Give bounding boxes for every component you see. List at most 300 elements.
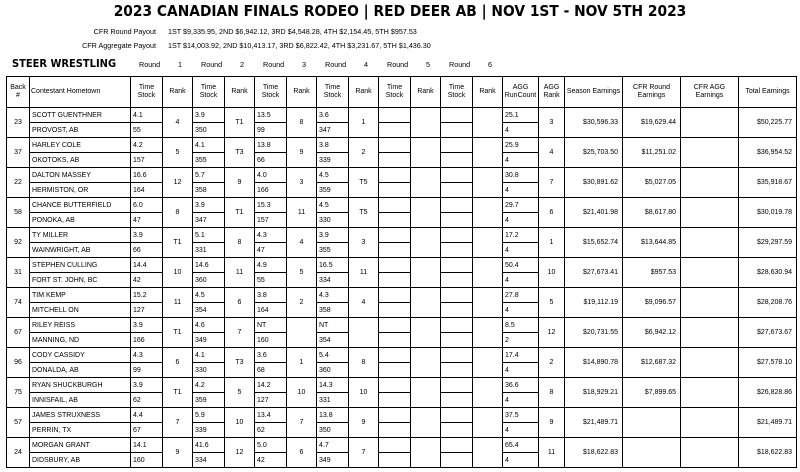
round-1-time: 14.1 [131,438,163,453]
agg-run-count: 4 [503,183,539,198]
round-1-rank: 11 [163,288,193,318]
round-2-rank: T3 [225,138,255,168]
round-1-time: 4.4 [131,408,163,423]
round-6-rank [473,288,503,318]
back-number: 57 [7,408,30,438]
contestant-name: MORGAN GRANT [30,438,131,453]
agg-time: 65.4 [503,438,539,453]
round-4-stock: 349 [317,453,349,468]
cfr-agg-earnings [681,258,739,288]
agg-run-count: 4 [503,213,539,228]
round-3-stock: 68 [255,363,287,378]
agg-run-count: 4 [503,423,539,438]
round-6-stock [441,183,473,198]
round-4-time: 3.6 [317,108,349,123]
round-4-time: 13.8 [317,408,349,423]
season-earnings: $30,596.33 [565,108,623,138]
round-3-rank: 11 [287,198,317,228]
agg-time: 8.5 [503,318,539,333]
cfr-agg-earnings [681,378,739,408]
contestant-name: STEPHEN CULLING [30,258,131,273]
round-3-time: 13.8 [255,138,287,153]
cfr-round-earnings: $9,096.57 [623,288,681,318]
agg-run-count: 4 [503,243,539,258]
round-2-time: 4.6 [193,318,225,333]
round-3-stock: 99 [255,123,287,138]
round-5-rank [411,318,441,348]
round-5-time [379,198,411,213]
round-1-stock: 55 [131,123,163,138]
round-2-rank: 6 [225,288,255,318]
round-5-time [379,258,411,273]
col-round-5-rank: Rank [411,77,441,108]
round-4-time: 4.3 [317,288,349,303]
table-row [7,318,797,333]
round-5-rank [411,258,441,288]
cfr-round-earnings: $5,027.05 [623,168,681,198]
round-4-label: Round [325,60,347,69]
round-5-stock [379,153,411,168]
season-earnings: $21,489.71 [565,408,623,438]
season-earnings: $30,891.62 [565,168,623,198]
round-4-stock: 330 [317,213,349,228]
round-1-time: 4.3 [131,348,163,363]
round-6-rank [473,168,503,198]
round-3-stock: 166 [255,183,287,198]
cfr-round-earnings: $19,629.44 [623,108,681,138]
round-6-time [441,198,473,213]
round-3-stock: 160 [255,333,287,348]
cfr-agg-earnings [681,288,739,318]
round-6-number: 6 [488,60,492,69]
round-2-number: 2 [240,60,244,69]
table-row [7,138,797,153]
col-round-6-time-stock: Time Stock [441,77,473,108]
round-6-rank [473,348,503,378]
round-6-rank [473,108,503,138]
round-5-time [379,168,411,183]
round-1-time: 4.1 [131,108,163,123]
round-3-time: 14.2 [255,378,287,393]
agg-time: 29.7 [503,198,539,213]
round-5-time [379,348,411,363]
round-6-stock [441,153,473,168]
round-4-rank: 9 [349,408,379,438]
round-2-stock: 350 [193,123,225,138]
table-row [7,438,797,453]
round-2-stock: 358 [193,183,225,198]
cfr-agg-earnings [681,318,739,348]
season-earnings: $15,652.74 [565,228,623,258]
agg-run-count: 4 [503,363,539,378]
agg-run-count: 4 [503,393,539,408]
agg-time: 25.1 [503,108,539,123]
round-6-time [441,228,473,243]
round-3-rank: 9 [287,138,317,168]
round-2-stock: 347 [193,213,225,228]
round-4-rank [349,318,379,348]
agg-rank: 3 [539,108,565,138]
round-4-rank: 2 [349,138,379,168]
round-2-rank: T1 [225,108,255,138]
round-4-stock: 355 [317,243,349,258]
round-5-time [379,228,411,243]
round-6-time [441,108,473,123]
back-number: 67 [7,318,30,348]
agg-time: 37.5 [503,408,539,423]
contestant-name: CODY CASSIDY [30,348,131,363]
contestant-name: TY MILLER [30,228,131,243]
round-4-rank: 7 [349,438,379,468]
round-5-stock [379,303,411,318]
round-6-rank [473,198,503,228]
contestant-name: RILEY REISS [30,318,131,333]
round-5-stock [379,363,411,378]
round-2-rank: 9 [225,168,255,198]
round-5-time [379,438,411,453]
cfr-agg-earnings [681,138,739,168]
round-3-number: 3 [302,60,306,69]
round-5-rank [411,198,441,228]
round-3-stock: 127 [255,393,287,408]
round-6-rank [473,378,503,408]
back-number: 96 [7,348,30,378]
total-earnings: $27,578.10 [739,348,797,378]
cfr-agg-earnings [681,408,739,438]
round-1-time: 14.4 [131,258,163,273]
round-3-stock: 164 [255,303,287,318]
cfr-round-earnings: $11,251.02 [623,138,681,168]
round-1-stock: 127 [131,303,163,318]
round-2-rank: 10 [225,408,255,438]
col-round-3-time-stock: Time Stock [255,77,287,108]
round-2-time: 5.7 [193,168,225,183]
round-4-rank: 11 [349,258,379,288]
table-row [7,378,797,393]
round-6-stock [441,273,473,288]
agg-rank: 1 [539,228,565,258]
round-2-rank: 8 [225,228,255,258]
round-3-stock: 66 [255,153,287,168]
round-6-rank [473,228,503,258]
round-5-label: Round [387,60,409,69]
round-5-time [379,288,411,303]
season-earnings: $18,929.21 [565,378,623,408]
round-4-stock: 358 [317,303,349,318]
round-3-rank: 7 [287,408,317,438]
season-earnings: $19,112.19 [565,288,623,318]
round-3-time: NT [255,318,287,333]
round-3-rank [287,318,317,348]
cfr-agg-earnings [681,198,739,228]
round-2-rank: 11 [225,258,255,288]
cfr-round-earnings: $12,687.32 [623,348,681,378]
agg-rank: 6 [539,198,565,228]
back-number: 75 [7,378,30,408]
round-1-label: Round [139,60,161,69]
round-2-stock: 331 [193,243,225,258]
contestant-hometown: FORT ST. JOHN, BC [30,273,131,288]
agg-run-count: 2 [503,333,539,348]
table-row [7,168,797,183]
total-earnings: $50,225.77 [739,108,797,138]
season-earnings: $20,731.55 [565,318,623,348]
round-1-rank: 12 [163,168,193,198]
contestant-hometown: DONALDA, AB [30,363,131,378]
round-1-stock: 164 [131,183,163,198]
round-6-stock [441,303,473,318]
round-6-time [441,138,473,153]
round-3-rank: 10 [287,378,317,408]
round-6-rank [473,438,503,468]
round-5-time [379,138,411,153]
round-4-stock: 331 [317,393,349,408]
round-6-time [441,438,473,453]
round-1-stock: 160 [131,453,163,468]
back-number: 22 [7,168,30,198]
round-3-rank: 2 [287,288,317,318]
round-6-time [441,288,473,303]
contestant-name: HARLEY COLE [30,138,131,153]
agg-rank: 8 [539,378,565,408]
round-6-stock [441,363,473,378]
round-1-rank: T1 [163,378,193,408]
round-4-rank: T5 [349,198,379,228]
round-6-rank [473,408,503,438]
round-4-rank: 1 [349,108,379,138]
cfr-agg-earnings [681,228,739,258]
round-5-rank [411,288,441,318]
round-3-time: 4.3 [255,228,287,243]
col-agg-run: AGG RunCount [503,77,539,108]
round-4-time: 4.7 [317,438,349,453]
round-2-time: 4.1 [193,348,225,363]
cfr-round-earnings: $6,942.12 [623,318,681,348]
round-4-time: 4.5 [317,198,349,213]
round-2-time: 5.9 [193,408,225,423]
round-6-time [441,318,473,333]
col-cfr-round: CFR Round Earnings [623,77,681,108]
round-4-stock: 334 [317,273,349,288]
round-1-rank: 5 [163,138,193,168]
total-earnings: $21,489.71 [739,408,797,438]
round-5-stock [379,453,411,468]
contestant-hometown: OKOTOKS, AB [30,153,131,168]
round-4-stock: 339 [317,153,349,168]
round-1-time: 6.0 [131,198,163,213]
round-2-stock: 354 [193,303,225,318]
round-4-rank: 4 [349,288,379,318]
contestant-hometown: INNISFAIL, AB [30,393,131,408]
round-1-rank: 8 [163,198,193,228]
table-header [7,77,797,108]
round-1-rank: 9 [163,438,193,468]
round-5-stock [379,393,411,408]
contestant-name: CHANCE BUTTERFIELD [30,198,131,213]
back-number: 24 [7,438,30,468]
round-3-stock: 55 [255,273,287,288]
agg-run-count: 4 [503,273,539,288]
back-number: 23 [7,108,30,138]
round-1-number: 1 [178,60,182,69]
round-3-stock: 157 [255,213,287,228]
cfr-round-earnings [623,438,681,468]
round-2-stock: 360 [193,273,225,288]
round-5-time [379,108,411,123]
table-row [7,408,797,423]
contestant-hometown: PROVOST, AB [30,123,131,138]
round-5-rank [411,438,441,468]
round-4-rank: 3 [349,228,379,258]
agg-rank: 7 [539,168,565,198]
total-earnings: $35,918.67 [739,168,797,198]
round-4-time: 5.4 [317,348,349,363]
round-2-label: Round [201,60,223,69]
col-total: Total Earnings [739,77,797,108]
round-3-label: Round [263,60,285,69]
round-3-stock: 47 [255,243,287,258]
col-round-1-time-stock: Time Stock [131,77,163,108]
contestant-hometown: MITCHELL ON [30,303,131,318]
contestant-name: SCOTT GUENTHNER [30,108,131,123]
round-3-time: 3.8 [255,288,287,303]
round-6-stock [441,453,473,468]
round-2-time: 5.1 [193,228,225,243]
back-number: 92 [7,228,30,258]
round-3-time: 13.4 [255,408,287,423]
contestant-hometown: MANNING, ND [30,333,131,348]
round-1-time: 16.6 [131,168,163,183]
aggregate-payout-value: 1ST $14,003.92, 2ND $10,413.17, 3RD $6,822.42, 4TH $3,231.67, 5TH $1,436.30 [168,41,431,50]
round-3-time: 4.0 [255,168,287,183]
round-4-time: 4.5 [317,168,349,183]
round-2-stock: 359 [193,393,225,408]
col-cfr-agg: CFR AGG Earnings [681,77,739,108]
contestant-name: JAMES STRUXNESS [30,408,131,423]
agg-run-count: 4 [503,123,539,138]
round-4-stock: 347 [317,123,349,138]
round-5-rank [411,348,441,378]
round-6-time [441,348,473,363]
round-1-time: 3.9 [131,318,163,333]
round-1-time: 15.2 [131,288,163,303]
round-5-rank [411,138,441,168]
cfr-round-earnings: $957.53 [623,258,681,288]
round-5-stock [379,213,411,228]
round-3-rank: 6 [287,438,317,468]
round-2-time: 4.1 [193,138,225,153]
round-6-stock [441,423,473,438]
agg-time: 17.2 [503,228,539,243]
round-2-stock: 355 [193,153,225,168]
round-2-time: 14.6 [193,258,225,273]
round-1-rank: T1 [163,228,193,258]
col-round-3-rank: Rank [287,77,317,108]
round-5-stock [379,423,411,438]
round-2-stock: 330 [193,363,225,378]
round-6-time [441,408,473,423]
round-5-time [379,318,411,333]
cfr-agg-earnings [681,168,739,198]
season-earnings: $27,673.41 [565,258,623,288]
total-earnings: $27,673.67 [739,318,797,348]
table-row [7,198,797,213]
contestant-hometown: DIDSBURY, AB [30,453,131,468]
round-5-rank [411,408,441,438]
agg-rank: 2 [539,348,565,378]
round-4-stock: 354 [317,333,349,348]
round-1-stock: 66 [131,243,163,258]
table-row [7,288,797,303]
cfr-round-earnings: $7,899.65 [623,378,681,408]
round-1-stock: 42 [131,273,163,288]
col-round-4-time-stock: Time Stock [317,77,349,108]
round-2-time: 3.9 [193,108,225,123]
round-5-stock [379,183,411,198]
round-2-rank: 7 [225,318,255,348]
agg-rank: 12 [539,318,565,348]
round-5-stock [379,123,411,138]
round-3-rank: 4 [287,228,317,258]
round-2-time: 41.6 [193,438,225,453]
agg-rank: 4 [539,138,565,168]
col-contestant: Contestant Hometown [30,77,131,108]
round-5-rank [411,108,441,138]
contestant-name: RYAN SHUCKBURGH [30,378,131,393]
round-4-time: 3.8 [317,138,349,153]
col-round-2-rank: Rank [225,77,255,108]
round-1-stock: 157 [131,153,163,168]
round-1-stock: 67 [131,423,163,438]
round-4-time: 3.9 [317,228,349,243]
agg-time: 30.8 [503,168,539,183]
round-5-stock [379,243,411,258]
back-number: 58 [7,198,30,228]
round-5-rank [411,228,441,258]
col-round-4-rank: Rank [349,77,379,108]
col-round-1-rank: Rank [163,77,193,108]
round-3-stock: 62 [255,423,287,438]
page-title: 2023 CANADIAN FINALS RODEO | RED DEER AB | NOV 1ST - NOV 5TH 2023 [113,2,687,20]
round-5-rank [411,378,441,408]
round-1-rank: 6 [163,348,193,378]
agg-run-count: 4 [503,153,539,168]
round-4-stock: 359 [317,183,349,198]
round-3-time: 4.9 [255,258,287,273]
round-4-rank: 10 [349,378,379,408]
round-2-time: 4.5 [193,288,225,303]
round-6-stock [441,213,473,228]
round-3-rank: 3 [287,168,317,198]
round-6-stock [441,123,473,138]
round-5-rank [411,168,441,198]
round-4-time: 16.5 [317,258,349,273]
round-2-rank: T3 [225,348,255,378]
agg-run-count: 4 [503,453,539,468]
round-3-rank: 5 [287,258,317,288]
season-earnings: $18,622.83 [565,438,623,468]
agg-time: 17.4 [503,348,539,363]
agg-rank: 5 [539,288,565,318]
round-1-stock: 47 [131,213,163,228]
round-4-stock: 360 [317,363,349,378]
agg-time: 50.4 [503,258,539,273]
cfr-agg-earnings [681,438,739,468]
round-5-stock [379,273,411,288]
round-5-stock [379,333,411,348]
round-6-stock [441,393,473,408]
contestant-hometown: HERMISTON, OR [30,183,131,198]
